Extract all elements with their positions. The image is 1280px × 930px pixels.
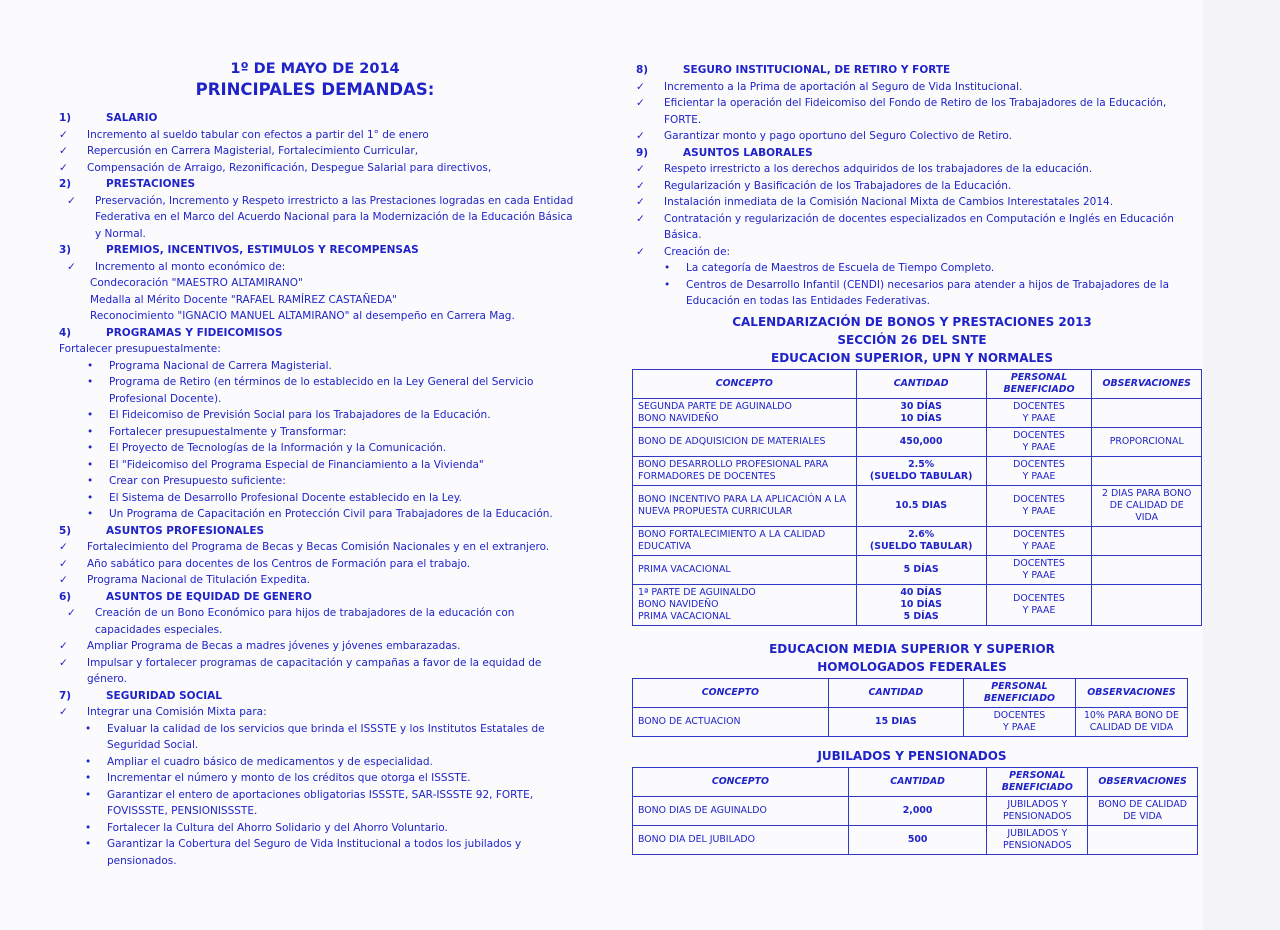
cell-personal: DOCENTES Y PAAE bbox=[986, 427, 1092, 456]
item-text: Fortalecer la Cultura del Ahorro Solidario y del Ahorro Voluntario. bbox=[107, 821, 448, 834]
checklist-item bbox=[55, 193, 575, 243]
checklist-item bbox=[632, 244, 1192, 261]
bullet-icon: • bbox=[85, 838, 92, 850]
bullet-icon: • bbox=[87, 376, 94, 388]
table-row bbox=[633, 485, 1202, 526]
item-text: Fortalecer presupuestalmente y Transformar: bbox=[109, 425, 347, 438]
bullet-icon: • bbox=[85, 821, 92, 834]
checklist-item bbox=[55, 143, 575, 160]
bullet-icon: • bbox=[87, 458, 94, 471]
header-personal: PERSONAL BENEFICIADO bbox=[986, 369, 1092, 398]
checkmark-icon: ✓ bbox=[67, 194, 76, 207]
item-text: El Proyecto de Tecnologías de la Información y la Comunicación. bbox=[109, 442, 447, 454]
checklist-item bbox=[55, 539, 575, 556]
cell-observaciones bbox=[1088, 825, 1198, 854]
bullet-icon: • bbox=[85, 788, 92, 801]
table-row bbox=[633, 584, 1202, 625]
checkmark-icon: ✓ bbox=[636, 163, 645, 175]
checkmark-icon: ✓ bbox=[636, 80, 645, 93]
cell-personal: DOCENTES Y PAAE bbox=[986, 398, 1092, 427]
date-title: 1º DE MAYO DE 2014 bbox=[230, 61, 400, 77]
cell-cantidad: 2.6% (SUELDO TABULAR) bbox=[856, 526, 986, 555]
cell-personal: DOCENTES Y PAAE bbox=[986, 485, 1092, 526]
cell-cantidad: 5 DÍAS bbox=[856, 555, 986, 584]
bonos-table-media bbox=[632, 678, 1188, 737]
cell-concepto: PRIMA VACACIONAL bbox=[633, 555, 857, 584]
left-sections bbox=[55, 110, 575, 869]
section-heading bbox=[55, 589, 575, 606]
cell-concepto: BONO DE ACTUACION bbox=[633, 707, 829, 736]
cell-observaciones: 2 DIAS PARA BONO DE CALIDAD DE VIDA bbox=[1092, 485, 1202, 526]
bonos-table-jubilados bbox=[632, 767, 1198, 855]
item-text: El Sistema de Desarrollo Profesional Docente establecido en la Ley. bbox=[109, 491, 462, 504]
item-text: Compensación de Arraigo, Rezonificación, Despegue Salarial para directivos, bbox=[87, 161, 492, 174]
item-text: Evaluar la calidad de los servicios que brinda el ISSSTE y los Institutos Estatales de Seguridad Social. bbox=[107, 722, 545, 751]
cell-observaciones: 10% PARA BONO DE CALIDAD DE VIDA bbox=[1075, 707, 1187, 736]
item-text: Programa de Retiro (en términos de lo establecido en la Ley General del Servicio Profesional Docente). bbox=[109, 376, 534, 405]
checkmark-icon: ✓ bbox=[59, 706, 68, 718]
section-heading bbox=[55, 523, 575, 540]
checkmark-icon: ✓ bbox=[59, 145, 68, 157]
cell-concepto: BONO DIAS DE AGUINALDO bbox=[633, 796, 849, 825]
cell-cantidad: 30 DÍAS 10 DÍAS bbox=[856, 398, 986, 427]
bullet-item bbox=[632, 277, 1192, 310]
checklist-item bbox=[55, 572, 575, 589]
section-title: SEGURIDAD SOCIAL bbox=[106, 689, 223, 702]
bullet-icon: • bbox=[85, 722, 92, 735]
section-number: 8) bbox=[636, 64, 649, 76]
checklist-item bbox=[55, 259, 575, 276]
bullet-icon: • bbox=[87, 508, 94, 520]
section-heading bbox=[55, 325, 575, 342]
bullet-item bbox=[55, 836, 575, 869]
bullet-item bbox=[55, 473, 575, 490]
item-text: Centros de Desarrollo Infantil (CENDI) necesarios para atender a hijos de Trabajadores de la Educación en todas las Entidades Federativas. bbox=[686, 278, 1170, 307]
bullet-icon: • bbox=[87, 475, 94, 487]
item-text: Fortalecimiento del Programa de Becas y Becas Comisión Nacionales y en el extranjero. bbox=[87, 541, 550, 553]
section-number: 3) bbox=[59, 244, 72, 256]
section-number: 4) bbox=[59, 326, 72, 339]
bullet-icon: • bbox=[87, 359, 94, 372]
calendar-title: CALENDARIZACIÓN DE BONOS Y PRESTACIONES 2013 bbox=[732, 314, 1092, 329]
checkmark-icon: ✓ bbox=[636, 212, 645, 225]
checkmark-icon: ✓ bbox=[636, 97, 645, 109]
item-text: Garantizar la Cobertura del Seguro de Vida Institucional a todos los jubilados y pensionados. bbox=[107, 838, 522, 867]
main-title: PRINCIPALES DEMANDAS: bbox=[195, 80, 435, 99]
table-row bbox=[633, 825, 1198, 854]
cell-personal: DOCENTES Y PAAE bbox=[986, 526, 1092, 555]
cell-personal: JUBILADOS Y PENSIONADOS bbox=[987, 825, 1088, 854]
cell-concepto: BONO INCENTIVO PARA LA APLICACIÓN A LA NUEVA PROPUESTA CURRICULAR bbox=[633, 485, 857, 526]
item-text: Garantizar el entero de aportaciones obligatorias ISSSTE, SAR-ISSSTE 92, FORTE, FOVISSSTE, PENSIONISSSTE. bbox=[107, 788, 534, 817]
item-text: Programa Nacional de Titulación Expedita. bbox=[87, 574, 310, 586]
section-number: 5) bbox=[59, 524, 72, 537]
cell-observaciones bbox=[1092, 526, 1202, 555]
cell-concepto: BONO DIA DEL JUBILADO bbox=[633, 825, 849, 854]
cell-personal: JUBILADOS Y PENSIONADOS bbox=[987, 796, 1088, 825]
checklist-item bbox=[55, 704, 575, 721]
bullet-item bbox=[55, 407, 575, 424]
cell-cantidad: 2,000 bbox=[848, 796, 987, 825]
checklist-item bbox=[55, 655, 575, 688]
item-text: Fortalecer presupuestalmente: bbox=[59, 343, 221, 355]
section-title: ASUNTOS DE EQUIDAD DE GENERO bbox=[106, 590, 312, 603]
table-row bbox=[633, 398, 1202, 427]
bullet-item bbox=[55, 820, 575, 837]
cell-concepto: SEGUNDA PARTE DE AGUINALDO BONO NAVIDEÑO bbox=[633, 398, 857, 427]
header-cantidad: CANTIDAD bbox=[828, 678, 963, 707]
item-text: Preservación, Incremento y Respeto irrestricto a las Prestaciones logradas en cada Entidad Federativa en el Marco del Acuerdo Nacional para la Modernización de la Educación Básica y Normal. bbox=[95, 194, 574, 240]
checklist-item bbox=[55, 160, 575, 177]
item-text: Un Programa de Capacitación en Protección Civil para Trabajadores de la Educación. bbox=[109, 508, 553, 520]
checklist-item bbox=[632, 79, 1192, 96]
bullet-icon: • bbox=[87, 491, 94, 504]
cell-personal: DOCENTES Y PAAE bbox=[986, 555, 1092, 584]
item-text: Eficientar la operación del Fideicomiso del Fondo de Retiro de los Trabajadores de la Educación, FORTE. bbox=[664, 97, 1167, 126]
section-number: 6) bbox=[59, 590, 72, 603]
header-observaciones: OBSERVACIONES bbox=[1092, 369, 1202, 398]
table-header-row bbox=[633, 678, 1188, 707]
checkmark-icon: ✓ bbox=[59, 541, 68, 553]
scan-margin bbox=[1203, 0, 1280, 930]
bullet-item bbox=[632, 260, 1192, 277]
section-number: 9) bbox=[636, 146, 649, 159]
checklist-item bbox=[632, 161, 1192, 178]
checkmark-icon: ✓ bbox=[67, 607, 76, 619]
homologados-title: HOMOLOGADOS FEDERALES bbox=[817, 659, 1007, 674]
item-text: Repercusión en Carrera Magisterial, Fortalecimiento Curricular, bbox=[87, 145, 419, 157]
cell-personal: DOCENTES Y PAAE bbox=[963, 707, 1075, 736]
bullet-item bbox=[55, 754, 575, 771]
checklist-item bbox=[632, 194, 1192, 211]
section-title: ASUNTOS LABORALES bbox=[683, 146, 813, 159]
bonos-table-superior bbox=[632, 369, 1202, 626]
cell-personal: DOCENTES Y PAAE bbox=[986, 456, 1092, 485]
item-text: Incremento a la Prima de aportación al Seguro de Vida Institucional. bbox=[664, 80, 1023, 93]
item-text: Contratación y regularización de docentes especializados en Computación e Inglés en Educación Básica. bbox=[664, 212, 1174, 241]
cell-cantidad: 10.5 DIAS bbox=[856, 485, 986, 526]
calendar-subtitle: EDUCACION SUPERIOR, UPN Y NORMALES bbox=[771, 350, 1053, 365]
header-concepto: CONCEPTO bbox=[633, 767, 849, 796]
item-text: Incremento al monto económico de: bbox=[95, 260, 286, 273]
cell-observaciones: PROPORCIONAL bbox=[1092, 427, 1202, 456]
bullet-icon: • bbox=[664, 278, 671, 291]
section-title: SEGURO INSTITUCIONAL, DE RETIRO Y FORTE bbox=[683, 64, 951, 76]
section-heading bbox=[55, 176, 575, 193]
bullet-item bbox=[55, 787, 575, 820]
checklist-item bbox=[55, 605, 575, 638]
checkmark-icon: ✓ bbox=[636, 196, 645, 208]
section-title: PROGRAMAS Y FIDEICOMISOS bbox=[106, 326, 283, 339]
bullet-icon: • bbox=[85, 755, 92, 768]
checkmark-icon: ✓ bbox=[59, 574, 68, 586]
bullet-item bbox=[55, 374, 575, 407]
section-number: 7) bbox=[59, 689, 72, 702]
table-row bbox=[633, 796, 1198, 825]
jubilados-title: JUBILADOS Y PENSIONADOS bbox=[817, 748, 1007, 763]
header-observaciones: OBSERVACIONES bbox=[1088, 767, 1198, 796]
section-heading bbox=[55, 688, 575, 705]
cell-observaciones bbox=[1092, 584, 1202, 625]
bullet-item bbox=[55, 358, 575, 375]
item-text: Programa Nacional de Carrera Magisterial. bbox=[109, 359, 332, 372]
media-superior-title: EDUCACION MEDIA SUPERIOR Y SUPERIOR bbox=[769, 641, 1055, 656]
section-heading bbox=[55, 242, 575, 259]
checkmark-icon: ✓ bbox=[59, 656, 68, 669]
item-text: Reconocimiento "IGNACIO MANUEL ALTAMIRANO" al desempeño en Carrera Mag. bbox=[90, 310, 515, 322]
left-column bbox=[55, 60, 575, 869]
checklist-item bbox=[632, 211, 1192, 244]
item-text: Ampliar el cuadro básico de medicamentos y de especialidad. bbox=[107, 755, 433, 768]
item-text: El Fideicomiso de Previsión Social para los Trabajadores de la Educación. bbox=[109, 409, 491, 421]
checklist-item bbox=[632, 178, 1192, 195]
bullet-icon: • bbox=[87, 442, 94, 454]
checklist-item bbox=[632, 95, 1192, 128]
cell-concepto: BONO DE ADQUISICION DE MATERIALES bbox=[633, 427, 857, 456]
header-observaciones: OBSERVACIONES bbox=[1075, 678, 1187, 707]
bullet-item bbox=[55, 424, 575, 441]
bullet-item bbox=[55, 506, 575, 523]
table-row bbox=[633, 555, 1202, 584]
section-heading bbox=[632, 62, 1192, 79]
section-number: 1) bbox=[59, 112, 72, 124]
checkmark-icon: ✓ bbox=[636, 245, 645, 258]
cell-cantidad: 450,000 bbox=[856, 427, 986, 456]
item-text: Creación de: bbox=[664, 245, 731, 258]
bullet-icon: • bbox=[664, 262, 671, 274]
section-title: PRESTACIONES bbox=[106, 178, 196, 190]
bullet-icon: • bbox=[87, 409, 94, 421]
item-text: Incrementar el número y monto de los créditos que otorga el ISSSTE. bbox=[107, 772, 471, 784]
item-text: Año sabático para docentes de los Centros de Formación para el trabajo. bbox=[87, 557, 471, 570]
cell-cantidad: 15 DIAS bbox=[828, 707, 963, 736]
item-text: Medalla al Mérito Docente "RAFAEL RAMÍREZ CASTAÑEDA" bbox=[90, 293, 397, 306]
item-text: El "Fideicomiso del Programa Especial de Financiamiento a la Vivienda" bbox=[109, 458, 484, 471]
item-text: Incremento al sueldo tabular con efectos a partir del 1° de enero bbox=[87, 128, 429, 141]
item-text: Regularización y Basificación de los Trabajadores de la Educación. bbox=[664, 179, 1012, 192]
header-cantidad: CANTIDAD bbox=[848, 767, 987, 796]
item-text: Garantizar monto y pago oportuno del Seguro Colectivo de Retiro. bbox=[664, 130, 1012, 142]
section-heading bbox=[55, 110, 575, 127]
item-text: Instalación inmediata de la Comisión Nacional Mixta de Cambios Interestatales 2014. bbox=[664, 196, 1114, 208]
header-cantidad: CANTIDAD bbox=[856, 369, 986, 398]
right-sections bbox=[632, 62, 1192, 310]
item-text: La categoría de Maestros de Escuela de Tiempo Completo. bbox=[686, 262, 995, 274]
table-row bbox=[633, 707, 1188, 736]
bullet-item bbox=[55, 770, 575, 787]
item-text: Ampliar Programa de Becas a madres jóvenes y jóvenes embarazadas. bbox=[87, 640, 461, 652]
cell-cantidad: 40 DÍAS 10 DÍAS 5 DÍAS bbox=[856, 584, 986, 625]
bullet-item bbox=[55, 490, 575, 507]
bullet-icon: • bbox=[87, 425, 94, 438]
item-text: Creación de un Bono Económico para hijos de trabajadores de la educación con capacidades especiales. bbox=[95, 607, 515, 636]
cell-concepto: BONO DESARROLLO PROFESIONAL PARA FORMADORES DE DOCENTES bbox=[633, 456, 857, 485]
section-title: ASUNTOS PROFESIONALES bbox=[106, 524, 265, 537]
header-concepto: CONCEPTO bbox=[633, 369, 857, 398]
calendar-section: SECCIÓN 26 DEL SNTE bbox=[837, 332, 987, 347]
cell-cantidad: 2.5% (SUELDO TABULAR) bbox=[856, 456, 986, 485]
item-text: Crear con Presupuesto suficiente: bbox=[109, 475, 286, 487]
section-number: 2) bbox=[59, 178, 72, 190]
cell-observaciones bbox=[1092, 456, 1202, 485]
bullet-icon: • bbox=[85, 772, 92, 784]
cell-observaciones: BONO DE CALIDAD DE VIDA bbox=[1088, 796, 1198, 825]
bullet-item bbox=[55, 457, 575, 474]
item-text: Integrar una Comisión Mixta para: bbox=[87, 706, 267, 718]
cell-concepto: BONO FORTALECIMIENTO A LA CALIDAD EDUCATIVA bbox=[633, 526, 857, 555]
checkmark-icon: ✓ bbox=[59, 161, 68, 174]
checkmark-icon: ✓ bbox=[59, 640, 68, 652]
table-header-row bbox=[633, 369, 1202, 398]
section-title: SALARIO bbox=[106, 112, 158, 124]
item-text: Impulsar y fortalecer programas de capacitación y campañas a favor de la equidad de género. bbox=[87, 656, 542, 685]
item-text: Condecoración "MAESTRO ALTAMIRANO" bbox=[90, 277, 303, 289]
cell-concepto: 1ª PARTE DE AGUINALDO BONO NAVIDEÑO PRIMA VACACIONAL bbox=[633, 584, 857, 625]
checkmark-icon: ✓ bbox=[67, 260, 76, 273]
table-header-row bbox=[633, 767, 1198, 796]
item-text: Respeto irrestricto a los derechos adquiridos de los trabajadores de la educación. bbox=[664, 163, 1093, 175]
section-title: PREMIOS, INCENTIVOS, ESTIMULOS Y RECOMPENSAS bbox=[106, 244, 419, 256]
cell-cantidad: 500 bbox=[848, 825, 987, 854]
checklist-item bbox=[632, 128, 1192, 145]
checkmark-icon: ✓ bbox=[59, 128, 68, 141]
header-personal: PERSONAL BENEFICIADO bbox=[987, 767, 1088, 796]
header-concepto: CONCEPTO bbox=[633, 678, 829, 707]
bullet-item bbox=[55, 440, 575, 457]
header-personal: PERSONAL BENEFICIADO bbox=[963, 678, 1075, 707]
cell-observaciones bbox=[1092, 398, 1202, 427]
checklist-item bbox=[55, 638, 575, 655]
checkmark-icon: ✓ bbox=[59, 557, 68, 570]
bullet-item bbox=[55, 721, 575, 754]
checkmark-icon: ✓ bbox=[636, 179, 645, 192]
section-heading bbox=[632, 145, 1192, 162]
checklist-item bbox=[55, 556, 575, 573]
checkmark-icon: ✓ bbox=[636, 130, 645, 142]
table-row bbox=[633, 526, 1202, 555]
cell-personal: DOCENTES Y PAAE bbox=[986, 584, 1092, 625]
table-row bbox=[633, 427, 1202, 456]
checklist-item bbox=[55, 127, 575, 144]
right-column bbox=[632, 62, 1192, 855]
table-row bbox=[633, 456, 1202, 485]
cell-observaciones bbox=[1092, 555, 1202, 584]
